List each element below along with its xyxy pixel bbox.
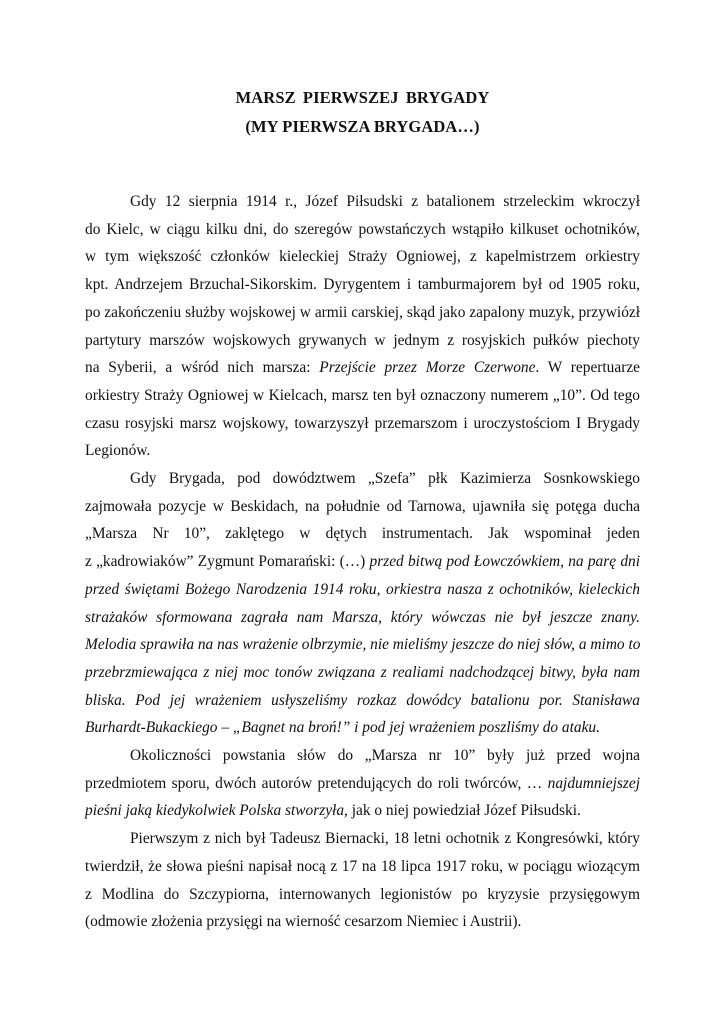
- text-line: [85, 299, 640, 327]
- text-run: Pierwszym z nich był Tadeusz Biernacki, 18 letni ochotnik z Kongresówki, który: [130, 830, 640, 848]
- text-run: czasu rosyjski marsz wojskowy, towarzyszył przemarszom i uroczystościom I Brygady: [85, 414, 640, 432]
- text-line: [85, 797, 640, 825]
- text-line: [85, 770, 640, 798]
- italic-text: przebrzmiewająca z niej moc tonów związana z realiami nadchodzącej bitwy, była nam: [85, 663, 640, 681]
- text-line: [85, 271, 640, 299]
- text-line: [85, 243, 640, 271]
- text-line: [85, 410, 640, 438]
- text-line: [85, 659, 640, 687]
- italic-text: najdumniejszej: [547, 774, 640, 792]
- text-line: [85, 853, 640, 881]
- text-run: do Kielc, w ciągu kilku dni, do szeregów powstańczych wstąpiło kilkuset ochotników,: [85, 220, 640, 238]
- text-line: [85, 520, 640, 548]
- text-line: [85, 631, 640, 659]
- text-line: [85, 742, 640, 770]
- text-line: [85, 188, 640, 216]
- text-run: przedmiotem sporu, dwóch autorów pretendujących do roli twórców, …: [85, 774, 548, 792]
- italic-text: pieśni jaką kiedykolwiek Polska stworzyła: [85, 802, 345, 820]
- document-title: MARSZ PIERWSZEJ BRYGADY: [235, 88, 490, 107]
- italic-text: przed świętami Bożego Narodzenia 1914 roku, orkiestra nasza z ochotników, kieleckich: [85, 580, 640, 598]
- text-run: , jak o niej powiedział Józef Piłsudski.: [344, 802, 581, 820]
- italic-text: Melodia sprawiła na nas wrażenie olbrzymie, nie mieliśmy jeszcze do niej słów, a mimo to: [85, 636, 641, 654]
- text-run: Okoliczności powstania słów do „Marsza nr 10” były już przed wojna: [130, 747, 640, 765]
- italic-text: bliska. Pod jej wrażeniem usłyszeliśmy rozkaz dowódcy batalionu por. Stanisława: [85, 691, 640, 709]
- text-line: [85, 327, 640, 355]
- paragraph: [85, 825, 640, 936]
- text-line: [85, 908, 640, 936]
- text-run: na Syberii, a wśród nich marsza:: [85, 359, 320, 377]
- paragraph: [85, 188, 640, 465]
- text-run: orkiestry Straży Ogniowej w Kielcach, marsz ten był oznaczony numerem „10”. Od tego: [85, 386, 640, 404]
- text-line: [85, 382, 640, 410]
- document-body: [85, 188, 640, 936]
- text-line: [85, 216, 640, 244]
- text-run: Gdy Brygada, pod dowództwem „Szefa” płk Kazimierza Sosnkowskiego: [130, 470, 640, 488]
- text-line: [85, 548, 640, 576]
- text-line: [85, 604, 640, 632]
- text-line: [85, 687, 640, 715]
- italic-text: Burhardt-Bukackiego – „Bagnet na broń!” i pod jej wrażeniem poszliśmy do ataku.: [85, 719, 600, 737]
- italic-text: strażaków sformowana zagrała nam Marsza, który wówczas nie był jeszcze znany.: [85, 608, 640, 626]
- text-line: [85, 825, 640, 853]
- text-run: z Modlina do Szczypiorna, internowanych legionistów po kryzysie przysięgowym: [85, 885, 640, 903]
- text-line: [85, 493, 640, 521]
- document-subtitle: (MY PIERWSZA BRYGADA…): [245, 117, 480, 136]
- text-run: w tym większość członków kieleckiej Straży Ogniowej, z kapelmistrzem orkiestry: [85, 248, 640, 266]
- text-run: kpt. Andrzejem Brzuchal-Sikorskim. Dyrygentem i tamburmajorem był od 1905 roku,: [85, 276, 640, 294]
- text-line: [85, 437, 640, 465]
- paragraph: [85, 465, 640, 742]
- text-run: twierdził, że słowa pieśni napisał nocą z 17 na 18 lipca 1917 roku, w pociągu wiozącym: [85, 857, 640, 875]
- text-run: Gdy 12 sierpnia 1914 r., Józef Piłsudski z batalionem strzeleckim wkroczył: [130, 193, 640, 210]
- italic-text: przed bitwą pod Łowczówkiem, na parę dni: [369, 553, 640, 571]
- italic-text: Przejście przez Morze Czerwone: [319, 359, 536, 377]
- text-run: z „kadrowiaków” Zygmunt Pomarański: (…): [85, 553, 370, 571]
- text-run: zajmowała pozycje w Beskidach, na południe od Tarnowa, ujawniła się potęga ducha: [85, 497, 640, 515]
- paragraph: [85, 742, 640, 825]
- text-run: partytury marszów wojskowych grywanych w jednym z rosyjskich pułków piechoty: [85, 331, 640, 349]
- text-line: [85, 714, 640, 742]
- text-run: (odmowie złożenia przysięgi na wierność cesarzom Niemiec i Austrii).: [85, 913, 522, 931]
- text-run: po zakończeniu służby wojskowej w armii carskiej, skąd jako zapalony muzyk, przywiózł: [85, 303, 640, 321]
- text-run: . W repertuarze: [535, 359, 640, 377]
- text-line: [85, 354, 640, 382]
- text-run: „Marsza Nr 10”, zaklętego w dętych instrumentach. Jak wspominał jeden: [85, 525, 640, 543]
- text-run: Legionów.: [85, 442, 151, 460]
- text-line: [85, 881, 640, 909]
- text-line: [85, 576, 640, 604]
- text-line: [85, 465, 640, 493]
